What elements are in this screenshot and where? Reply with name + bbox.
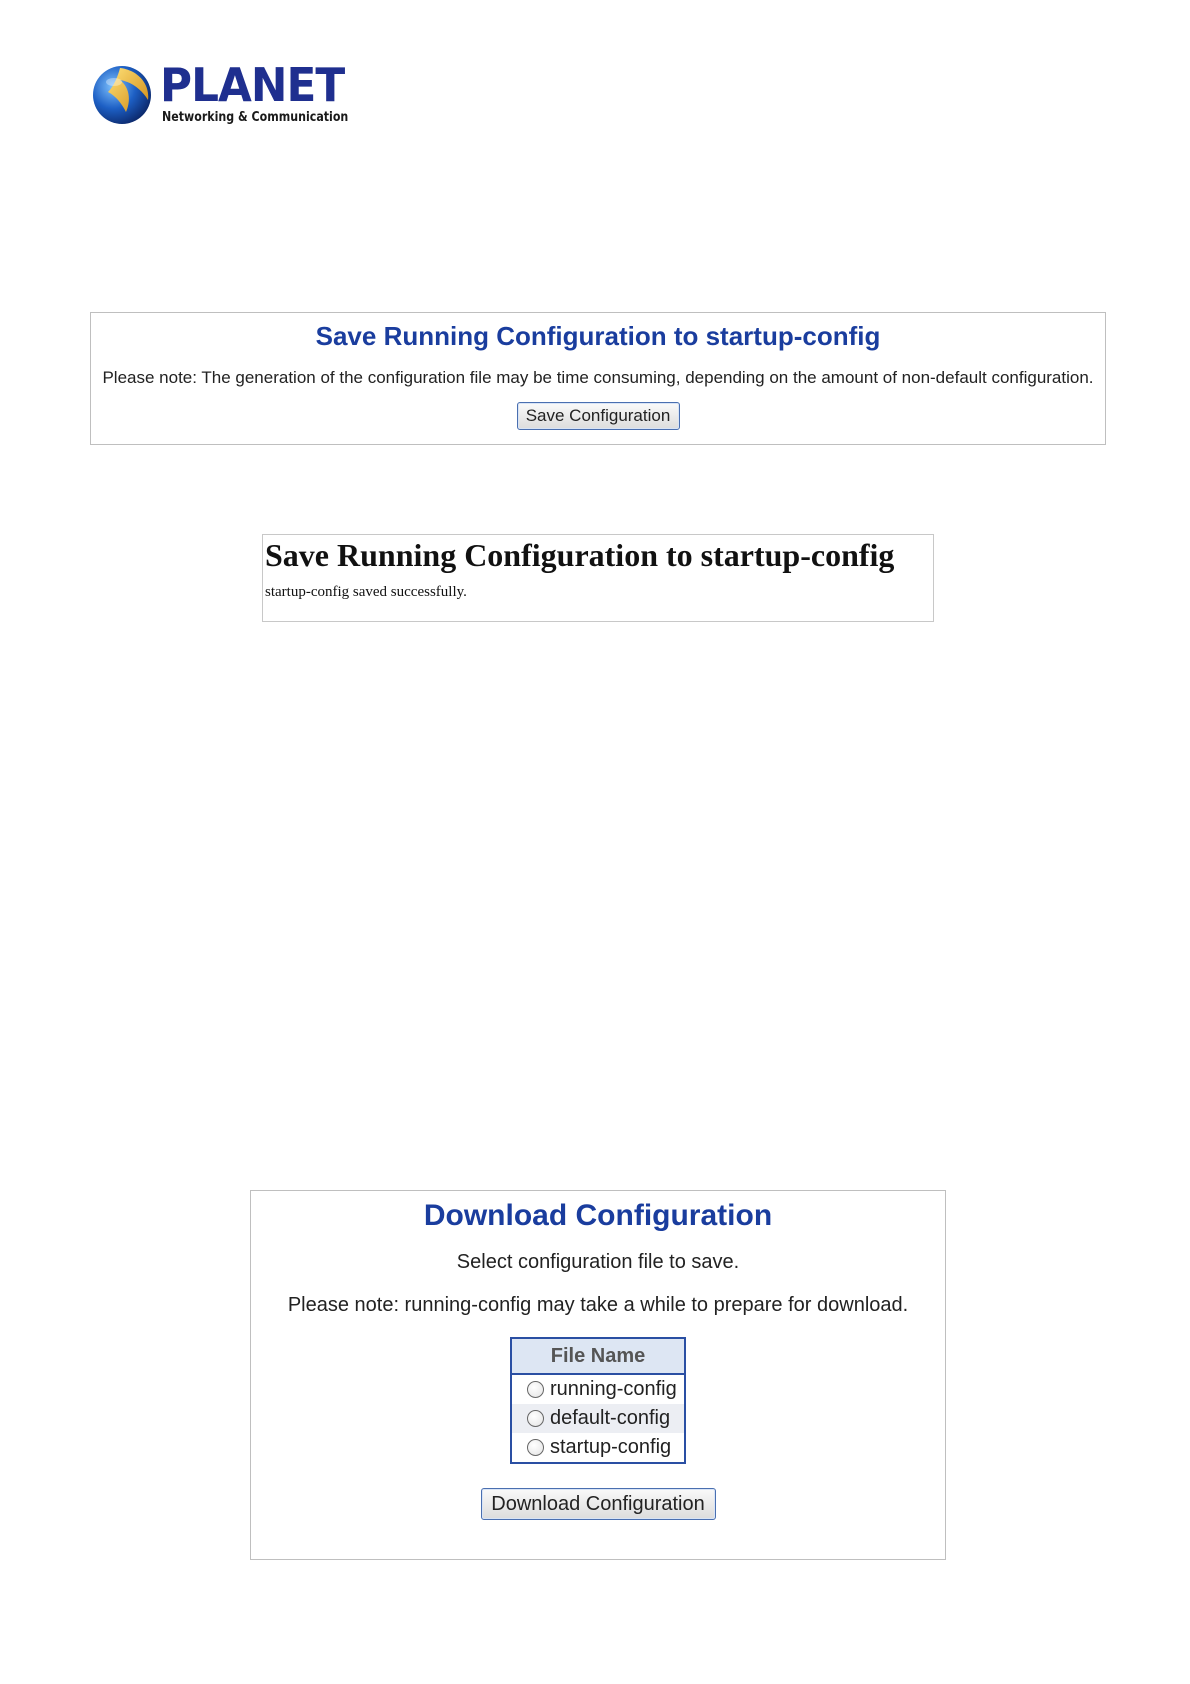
file-row-default-config[interactable] <box>512 1404 684 1433</box>
download-config-panel <box>250 1190 946 1560</box>
brand-tagline: Networking & Communication <box>162 110 349 125</box>
download-configuration-button[interactable]: Download Configuration <box>481 1488 716 1520</box>
brand-name: PLANET <box>160 58 345 112</box>
download-note: Please note: running-config may take a while to prepare for download. <box>287 1294 909 1316</box>
planet-logo <box>90 58 350 130</box>
file-name-table <box>510 1337 686 1464</box>
download-config-title: Download Configuration <box>423 1199 773 1232</box>
globe-logo-icon <box>90 62 154 126</box>
file-label: running-config <box>550 1378 677 1400</box>
file-name-header: File Name <box>512 1339 684 1375</box>
save-result-panel <box>262 534 934 622</box>
file-row-running-config[interactable] <box>512 1375 684 1404</box>
save-configuration-button[interactable]: Save Configuration <box>517 402 680 430</box>
file-row-startup-config[interactable] <box>512 1433 684 1462</box>
radio-default-config[interactable] <box>527 1410 544 1427</box>
save-result-message: startup-config saved successfully. <box>265 584 467 600</box>
download-instruction: Select configuration file to save. <box>456 1251 740 1273</box>
save-config-note: Please note: The generation of the configuration file may be time consuming, depending on the amount of non-default configuration. <box>102 368 1094 387</box>
radio-startup-config[interactable] <box>527 1439 544 1456</box>
file-label: default-config <box>550 1407 671 1429</box>
save-config-panel <box>90 312 1106 445</box>
radio-running-config[interactable] <box>527 1381 544 1398</box>
save-config-title: Save Running Configuration to startup-config <box>315 321 881 351</box>
save-result-title: Save Running Configuration to startup-config <box>265 537 895 573</box>
file-label: startup-config <box>550 1436 672 1458</box>
